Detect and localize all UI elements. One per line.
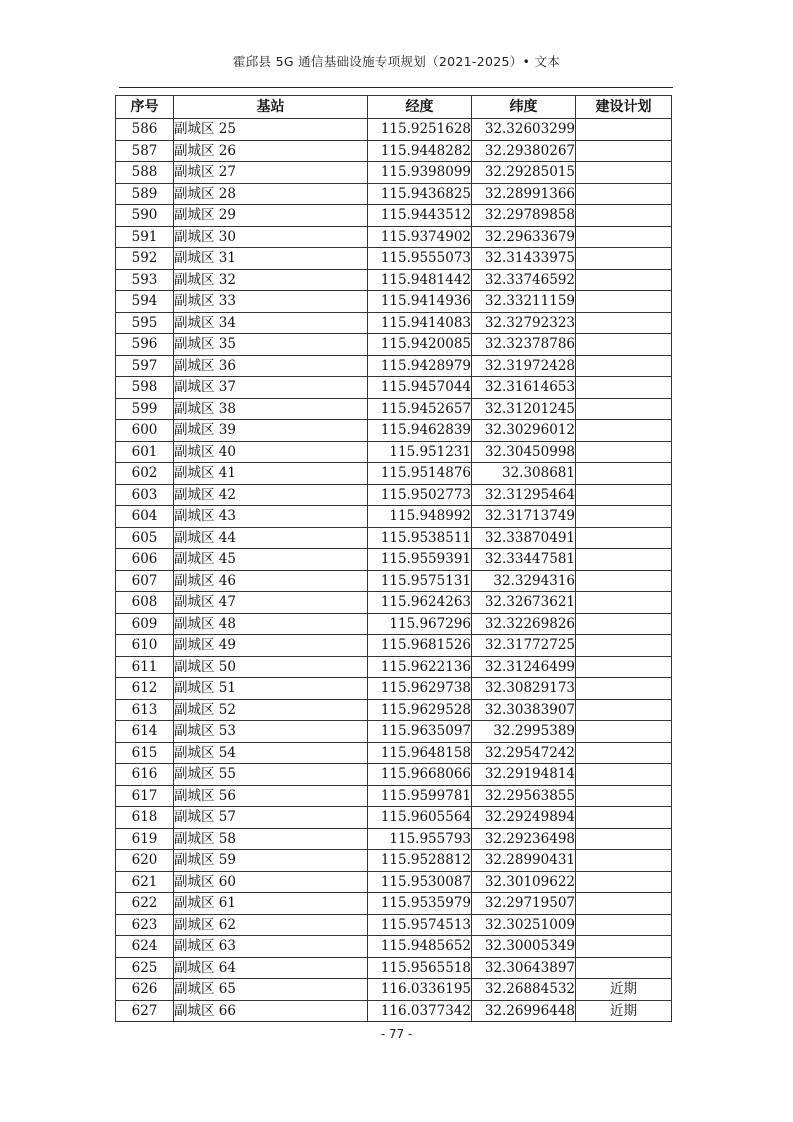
document-header-title: 霍邱县 5G 通信基础设施专项规划（2021-2025）• 文本 — [232, 54, 561, 69]
station-name: 副城区 58 — [174, 828, 368, 850]
latitude-value: 32.26996448 — [472, 1000, 576, 1022]
row-index: 617 — [116, 785, 174, 807]
longitude-value: 115.9502773 — [368, 484, 472, 506]
longitude-value: 116.0377342 — [368, 1000, 472, 1022]
table-row — [116, 871, 672, 893]
table-row — [116, 979, 672, 1001]
longitude-value: 115.9535979 — [368, 893, 472, 915]
station-name: 副城区 54 — [174, 742, 368, 764]
station-name: 副城区 29 — [174, 205, 368, 227]
longitude-value: 115.9538511 — [368, 527, 472, 549]
row-index: 621 — [116, 871, 174, 893]
row-index: 592 — [116, 248, 174, 270]
build-plan — [576, 140, 672, 162]
build-plan — [576, 570, 672, 592]
table-body — [116, 119, 672, 1022]
table-row — [116, 828, 672, 850]
row-index: 604 — [116, 506, 174, 528]
longitude-value: 115.948992 — [368, 506, 472, 528]
table-row — [116, 484, 672, 506]
station-name: 副城区 47 — [174, 592, 368, 614]
longitude-value: 115.9575131 — [368, 570, 472, 592]
table-row — [116, 635, 672, 657]
build-plan — [576, 742, 672, 764]
station-name: 副城区 35 — [174, 334, 368, 356]
latitude-value: 32.29563855 — [472, 785, 576, 807]
longitude-value: 115.9574513 — [368, 914, 472, 936]
station-name: 副城区 36 — [174, 355, 368, 377]
row-index: 588 — [116, 162, 174, 184]
station-name: 副城区 61 — [174, 893, 368, 915]
longitude-value: 115.9681526 — [368, 635, 472, 657]
station-name: 副城区 50 — [174, 656, 368, 678]
row-index: 590 — [116, 205, 174, 227]
build-plan — [576, 205, 672, 227]
station-name: 副城区 53 — [174, 721, 368, 743]
row-index: 609 — [116, 613, 174, 635]
latitude-value: 32.30251009 — [472, 914, 576, 936]
table-row — [116, 269, 672, 291]
latitude-value: 32.29380267 — [472, 140, 576, 162]
page-number: - 77 - — [380, 1027, 413, 1041]
latitude-value: 32.30829173 — [472, 678, 576, 700]
table-row — [116, 506, 672, 528]
table-row — [116, 398, 672, 420]
station-name: 副城区 52 — [174, 699, 368, 721]
build-plan — [576, 355, 672, 377]
row-index: 619 — [116, 828, 174, 850]
table-row — [116, 377, 672, 399]
station-name: 副城区 27 — [174, 162, 368, 184]
table-row — [116, 162, 672, 184]
latitude-value: 32.31614653 — [472, 377, 576, 399]
latitude-value: 32.3294316 — [472, 570, 576, 592]
longitude-value: 115.9420085 — [368, 334, 472, 356]
longitude-value: 115.9436825 — [368, 183, 472, 205]
latitude-value: 32.33447581 — [472, 549, 576, 571]
build-plan — [576, 678, 672, 700]
station-name: 副城区 33 — [174, 291, 368, 313]
base-station-table — [115, 95, 672, 1022]
longitude-value: 115.9668066 — [368, 764, 472, 786]
longitude-value: 115.9398099 — [368, 162, 472, 184]
longitude-value: 115.9559391 — [368, 549, 472, 571]
row-index: 622 — [116, 893, 174, 915]
row-index: 613 — [116, 699, 174, 721]
longitude-value: 115.9414936 — [368, 291, 472, 313]
row-index: 610 — [116, 635, 174, 657]
latitude-value: 32.31772725 — [472, 635, 576, 657]
station-name: 副城区 60 — [174, 871, 368, 893]
station-name: 副城区 57 — [174, 807, 368, 829]
longitude-value: 115.9443512 — [368, 205, 472, 227]
column-header-plan: 建设计划 — [576, 96, 672, 119]
column-header-latitude: 纬度 — [472, 96, 576, 119]
latitude-value: 32.29633679 — [472, 226, 576, 248]
latitude-value: 32.308681 — [472, 463, 576, 485]
table-row — [116, 613, 672, 635]
latitude-value: 32.32269826 — [472, 613, 576, 635]
row-index: 615 — [116, 742, 174, 764]
station-name: 副城区 56 — [174, 785, 368, 807]
table-row — [116, 914, 672, 936]
build-plan — [576, 785, 672, 807]
latitude-value: 32.26884532 — [472, 979, 576, 1001]
table-row — [116, 441, 672, 463]
table-header-row — [116, 96, 672, 119]
table-row — [116, 119, 672, 141]
row-index: 623 — [116, 914, 174, 936]
station-name: 副城区 51 — [174, 678, 368, 700]
build-plan — [576, 463, 672, 485]
row-index: 596 — [116, 334, 174, 356]
row-index: 589 — [116, 183, 174, 205]
latitude-value: 32.29249894 — [472, 807, 576, 829]
latitude-value: 32.29236498 — [472, 828, 576, 850]
station-name: 副城区 63 — [174, 936, 368, 958]
row-index: 587 — [116, 140, 174, 162]
latitude-value: 32.32378786 — [472, 334, 576, 356]
build-plan: 近期 — [576, 979, 672, 1001]
row-index: 595 — [116, 312, 174, 334]
station-name: 副城区 43 — [174, 506, 368, 528]
row-index: 598 — [116, 377, 174, 399]
station-name: 副城区 59 — [174, 850, 368, 872]
station-name: 副城区 45 — [174, 549, 368, 571]
longitude-value: 115.9457044 — [368, 377, 472, 399]
row-index: 624 — [116, 936, 174, 958]
table-row — [116, 291, 672, 313]
longitude-value: 115.9251628 — [368, 119, 472, 141]
build-plan — [576, 957, 672, 979]
row-index: 602 — [116, 463, 174, 485]
table-row — [116, 742, 672, 764]
longitude-value: 115.9485652 — [368, 936, 472, 958]
station-name: 副城区 66 — [174, 1000, 368, 1022]
station-name: 副城区 40 — [174, 441, 368, 463]
build-plan — [576, 807, 672, 829]
build-plan — [576, 764, 672, 786]
station-name: 副城区 37 — [174, 377, 368, 399]
build-plan — [576, 656, 672, 678]
latitude-value: 32.32673621 — [472, 592, 576, 614]
build-plan — [576, 635, 672, 657]
table-row — [116, 678, 672, 700]
station-name: 副城区 25 — [174, 119, 368, 141]
table-row — [116, 957, 672, 979]
longitude-value: 115.951231 — [368, 441, 472, 463]
longitude-value: 115.9448282 — [368, 140, 472, 162]
build-plan — [576, 527, 672, 549]
header-divider — [119, 87, 673, 88]
build-plan — [576, 549, 672, 571]
build-plan — [576, 850, 672, 872]
table-row — [116, 140, 672, 162]
station-name: 副城区 28 — [174, 183, 368, 205]
build-plan — [576, 699, 672, 721]
table-row — [116, 183, 672, 205]
table-row — [116, 699, 672, 721]
latitude-value: 32.31713749 — [472, 506, 576, 528]
table-row — [116, 656, 672, 678]
latitude-value: 32.30296012 — [472, 420, 576, 442]
table-row — [116, 1000, 672, 1022]
longitude-value: 115.9648158 — [368, 742, 472, 764]
build-plan — [576, 226, 672, 248]
build-plan — [576, 721, 672, 743]
row-index: 586 — [116, 119, 174, 141]
build-plan — [576, 183, 672, 205]
longitude-value: 115.9530087 — [368, 871, 472, 893]
row-index: 627 — [116, 1000, 174, 1022]
longitude-value: 115.955793 — [368, 828, 472, 850]
table-row — [116, 226, 672, 248]
latitude-value: 32.31295464 — [472, 484, 576, 506]
table-row — [116, 721, 672, 743]
station-name: 副城区 34 — [174, 312, 368, 334]
table-row — [116, 334, 672, 356]
row-index: 606 — [116, 549, 174, 571]
table-row — [116, 420, 672, 442]
latitude-value: 32.29547242 — [472, 742, 576, 764]
build-plan — [576, 398, 672, 420]
latitude-value: 32.33211159 — [472, 291, 576, 313]
build-plan — [576, 914, 672, 936]
station-name: 副城区 49 — [174, 635, 368, 657]
table-row — [116, 463, 672, 485]
row-index: 605 — [116, 527, 174, 549]
latitude-value: 32.28990431 — [472, 850, 576, 872]
latitude-value: 32.31972428 — [472, 355, 576, 377]
station-name: 副城区 39 — [174, 420, 368, 442]
latitude-value: 32.32792323 — [472, 312, 576, 334]
table-row — [116, 850, 672, 872]
latitude-value: 32.29719507 — [472, 893, 576, 915]
row-index: 603 — [116, 484, 174, 506]
table-row — [116, 355, 672, 377]
row-index: 611 — [116, 656, 174, 678]
station-name: 副城区 48 — [174, 613, 368, 635]
table-row — [116, 936, 672, 958]
build-plan — [576, 936, 672, 958]
station-name: 副城区 26 — [174, 140, 368, 162]
longitude-value: 115.967296 — [368, 613, 472, 635]
table-row — [116, 785, 672, 807]
row-index: 597 — [116, 355, 174, 377]
longitude-value: 115.9555073 — [368, 248, 472, 270]
longitude-value: 115.9624263 — [368, 592, 472, 614]
longitude-value: 115.9605564 — [368, 807, 472, 829]
station-name: 副城区 30 — [174, 226, 368, 248]
table-row — [116, 592, 672, 614]
latitude-value: 32.33746592 — [472, 269, 576, 291]
longitude-value: 115.9599781 — [368, 785, 472, 807]
table-row — [116, 205, 672, 227]
row-index: 591 — [116, 226, 174, 248]
row-index: 593 — [116, 269, 174, 291]
longitude-value: 115.9462839 — [368, 420, 472, 442]
latitude-value: 32.28991366 — [472, 183, 576, 205]
row-index: 599 — [116, 398, 174, 420]
station-name: 副城区 38 — [174, 398, 368, 420]
build-plan: 近期 — [576, 1000, 672, 1022]
build-plan — [576, 269, 672, 291]
build-plan — [576, 377, 672, 399]
column-header-index: 序号 — [116, 96, 174, 119]
row-index: 626 — [116, 979, 174, 1001]
table-row — [116, 807, 672, 829]
longitude-value: 115.9635097 — [368, 721, 472, 743]
table-row — [116, 527, 672, 549]
longitude-value: 115.9414083 — [368, 312, 472, 334]
latitude-value: 32.30450998 — [472, 441, 576, 463]
row-index: 616 — [116, 764, 174, 786]
row-index: 614 — [116, 721, 174, 743]
station-name: 副城区 31 — [174, 248, 368, 270]
row-index: 625 — [116, 957, 174, 979]
row-index: 607 — [116, 570, 174, 592]
build-plan — [576, 484, 672, 506]
row-index: 600 — [116, 420, 174, 442]
build-plan — [576, 291, 672, 313]
longitude-value: 115.9565518 — [368, 957, 472, 979]
latitude-value: 32.29789858 — [472, 205, 576, 227]
build-plan — [576, 506, 672, 528]
longitude-value: 116.0336195 — [368, 979, 472, 1001]
row-index: 608 — [116, 592, 174, 614]
build-plan — [576, 441, 672, 463]
latitude-value: 32.2995389 — [472, 721, 576, 743]
column-header-longitude: 经度 — [368, 96, 472, 119]
build-plan — [576, 828, 672, 850]
latitude-value: 32.30643897 — [472, 957, 576, 979]
row-index: 594 — [116, 291, 174, 313]
build-plan — [576, 312, 672, 334]
longitude-value: 115.9428979 — [368, 355, 472, 377]
row-index: 601 — [116, 441, 174, 463]
station-name: 副城区 55 — [174, 764, 368, 786]
longitude-value: 115.9622136 — [368, 656, 472, 678]
longitude-value: 115.9629528 — [368, 699, 472, 721]
latitude-value: 32.31246499 — [472, 656, 576, 678]
longitude-value: 115.9481442 — [368, 269, 472, 291]
latitude-value: 32.29194814 — [472, 764, 576, 786]
station-name: 副城区 44 — [174, 527, 368, 549]
build-plan — [576, 613, 672, 635]
table-row — [116, 549, 672, 571]
build-plan — [576, 162, 672, 184]
longitude-value: 115.9514876 — [368, 463, 472, 485]
table-row — [116, 764, 672, 786]
station-name: 副城区 41 — [174, 463, 368, 485]
build-plan — [576, 119, 672, 141]
latitude-value: 32.30109622 — [472, 871, 576, 893]
table-row — [116, 248, 672, 270]
longitude-value: 115.9528812 — [368, 850, 472, 872]
row-index: 618 — [116, 807, 174, 829]
station-name: 副城区 32 — [174, 269, 368, 291]
latitude-value: 32.31201245 — [472, 398, 576, 420]
build-plan — [576, 334, 672, 356]
longitude-value: 115.9374902 — [368, 226, 472, 248]
latitude-value: 32.29285015 — [472, 162, 576, 184]
row-index: 612 — [116, 678, 174, 700]
build-plan — [576, 871, 672, 893]
row-index: 620 — [116, 850, 174, 872]
station-name: 副城区 62 — [174, 914, 368, 936]
latitude-value: 32.30005349 — [472, 936, 576, 958]
column-header-station: 基站 — [174, 96, 368, 119]
latitude-value: 32.32603299 — [472, 119, 576, 141]
table-row — [116, 893, 672, 915]
build-plan — [576, 592, 672, 614]
station-name: 副城区 65 — [174, 979, 368, 1001]
latitude-value: 32.30383907 — [472, 699, 576, 721]
station-name: 副城区 64 — [174, 957, 368, 979]
longitude-value: 115.9629738 — [368, 678, 472, 700]
station-name: 副城区 46 — [174, 570, 368, 592]
build-plan — [576, 420, 672, 442]
longitude-value: 115.9452657 — [368, 398, 472, 420]
build-plan — [576, 893, 672, 915]
table-row — [116, 570, 672, 592]
table-row — [116, 312, 672, 334]
latitude-value: 32.31433975 — [472, 248, 576, 270]
station-name: 副城区 42 — [174, 484, 368, 506]
latitude-value: 32.33870491 — [472, 527, 576, 549]
build-plan — [576, 248, 672, 270]
